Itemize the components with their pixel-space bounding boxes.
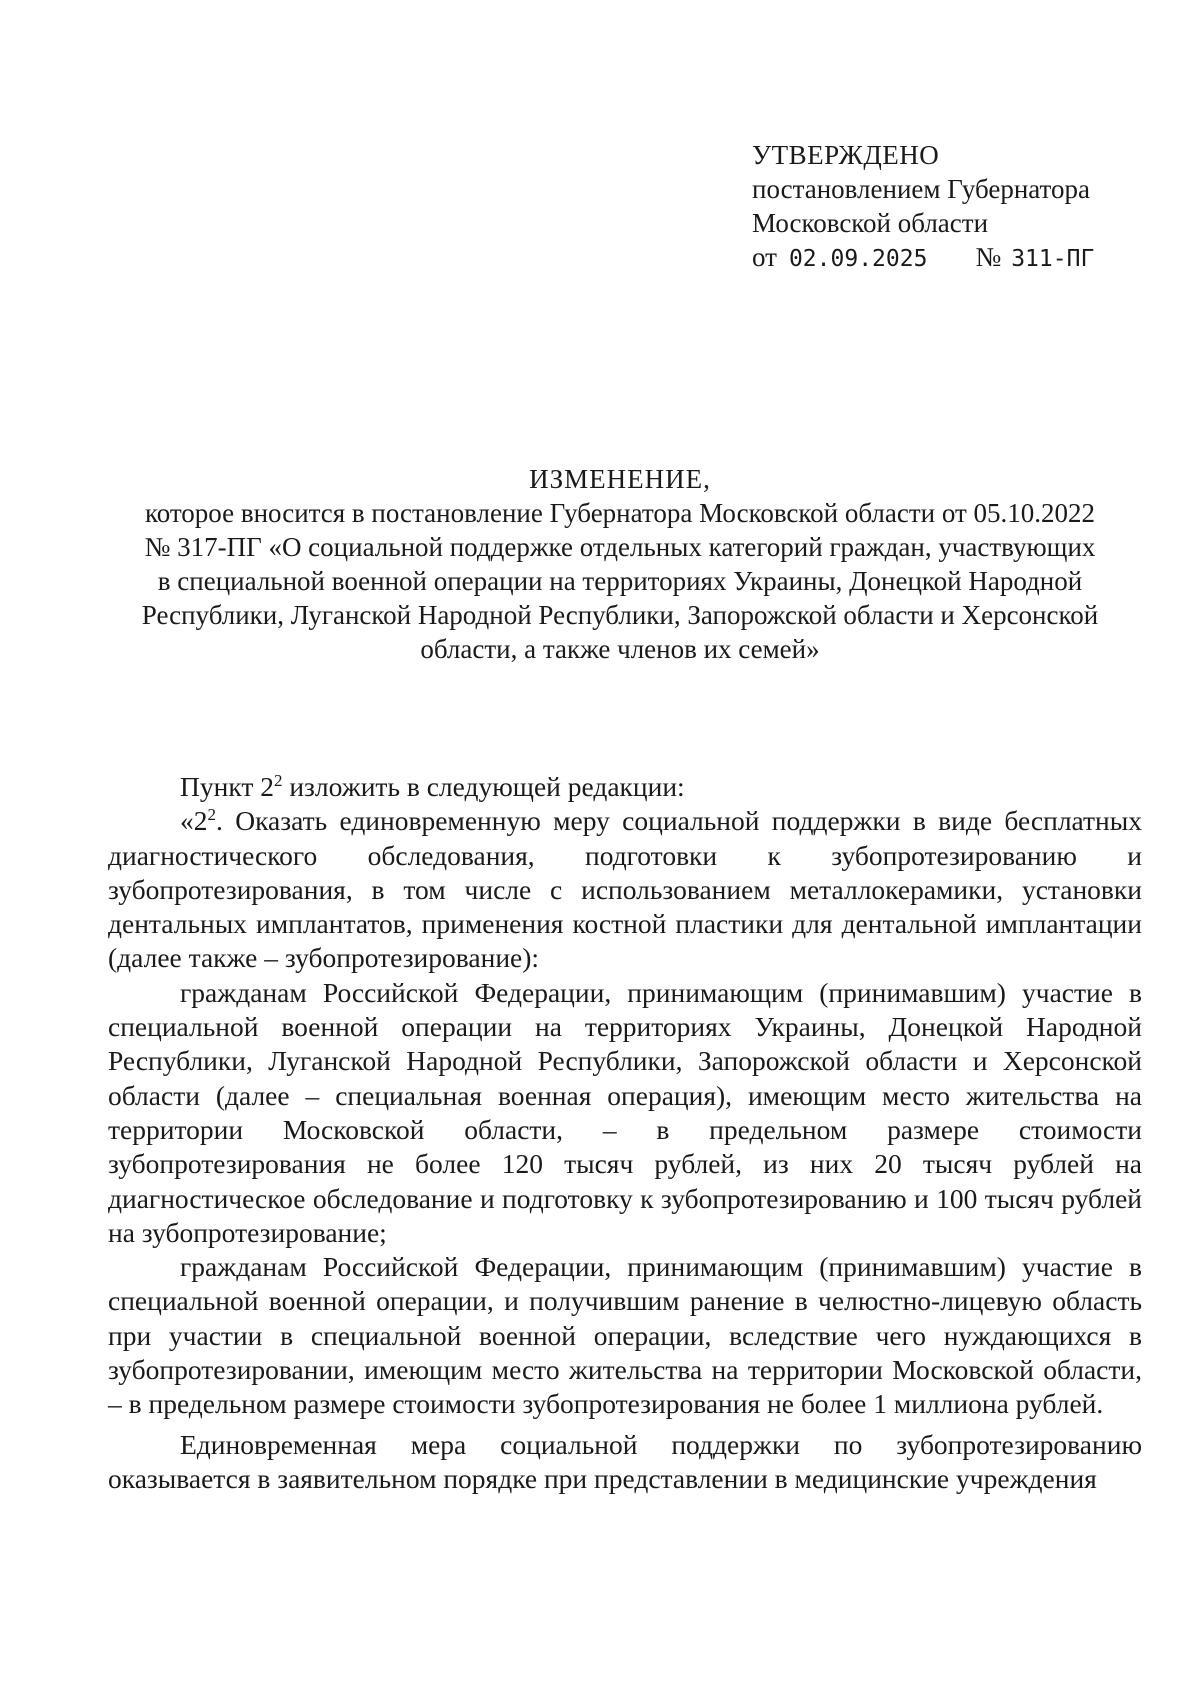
heading-line-5: области, а также членов их семей» xyxy=(420,634,820,664)
heading-line-1: которое вносится в постановление Губернатора Московской области от 05.10.2022 xyxy=(144,498,1096,528)
approval-line-1: постановлением Губернатора xyxy=(752,174,1090,204)
clause-text: . Оказать единовременную меру социальной поддержки в виде бесплатных диагностического обследования, подготовки к зубопротезированию и зубопротезирования, в том числе с использованием металлокерамики, установки дентальных имплантатов, применения костной пластики для дентальной имплантации (далее также – зубопротезирование): xyxy=(108,805,1142,974)
heading-line-4: Республики, Луганской Народной Республики, Запорожской области и Херсонской xyxy=(141,600,1099,630)
approval-stamp xyxy=(752,138,1132,276)
heading-line-3: в специальной военной операции на территориях Украины, Донецкой Народной xyxy=(157,566,1083,596)
body-paragraph-1: гражданам Российской Федерации, принимающим (принимавшим) участие в специальной военной операции на территориях Украины, Донецкой Народной Республики, Луганской Народной Республики, Запорожской области и Херсонской области (далее – специальная военная операция), имеющим место жительства на территории Московской области, – в предельном размере стоимости зубопротезирования не более 120 тысяч рублей, из них 20 тысяч рублей на диагностическое обследование и подготовку к зубопротезированию и 100 тысяч рублей на зубопротезирование; xyxy=(108,976,1142,1248)
approval-title: УТВЕРЖДЕНО xyxy=(752,140,940,170)
document-body xyxy=(108,770,1142,1496)
approval-number: 311-ПГ xyxy=(1011,246,1095,272)
clause-paragraph xyxy=(108,804,1142,975)
heading-line-2: № 317-ПГ «О социальной поддержке отдельных категорий граждан, участвующих xyxy=(144,532,1096,562)
clause-superscript: 2 xyxy=(207,805,216,825)
intro-prefix: Пункт 2 xyxy=(180,771,274,802)
document-heading xyxy=(110,462,1130,666)
intro-superscript: 2 xyxy=(273,770,283,790)
approval-date-label: от xyxy=(752,242,777,272)
approval-date-line xyxy=(752,240,1132,276)
approval-number-label: № xyxy=(975,242,1002,272)
body-paragraph-2: гражданам Российской Федерации, принимающим (принимавшим) участие в специальной военной операции, и получившим ранение в челюстно-лицевую область при участии в специальной военной операции, вследствие чего нуждающихся в зубопротезировании, имеющим место жительства на территории Московской области, – в предельном размере стоимости зубопротезирования не более 1 миллиона рублей. xyxy=(108,1251,1142,1420)
intro-suffix: изложить в следующей редакции: xyxy=(282,771,685,802)
approval-date: 02.09.2025 xyxy=(788,246,928,272)
body-paragraph-3: Единовременная мера социальной поддержки по зубопротезированию оказывается в заявительном порядке при представлении в медицинские учреждения xyxy=(108,1428,1142,1494)
approval-line-2: Московской области xyxy=(752,208,989,238)
document-kind: ИЗМЕНЕНИЕ, xyxy=(529,464,711,494)
intro-paragraph xyxy=(108,770,1142,804)
clause-prefix: «2 xyxy=(180,805,208,837)
